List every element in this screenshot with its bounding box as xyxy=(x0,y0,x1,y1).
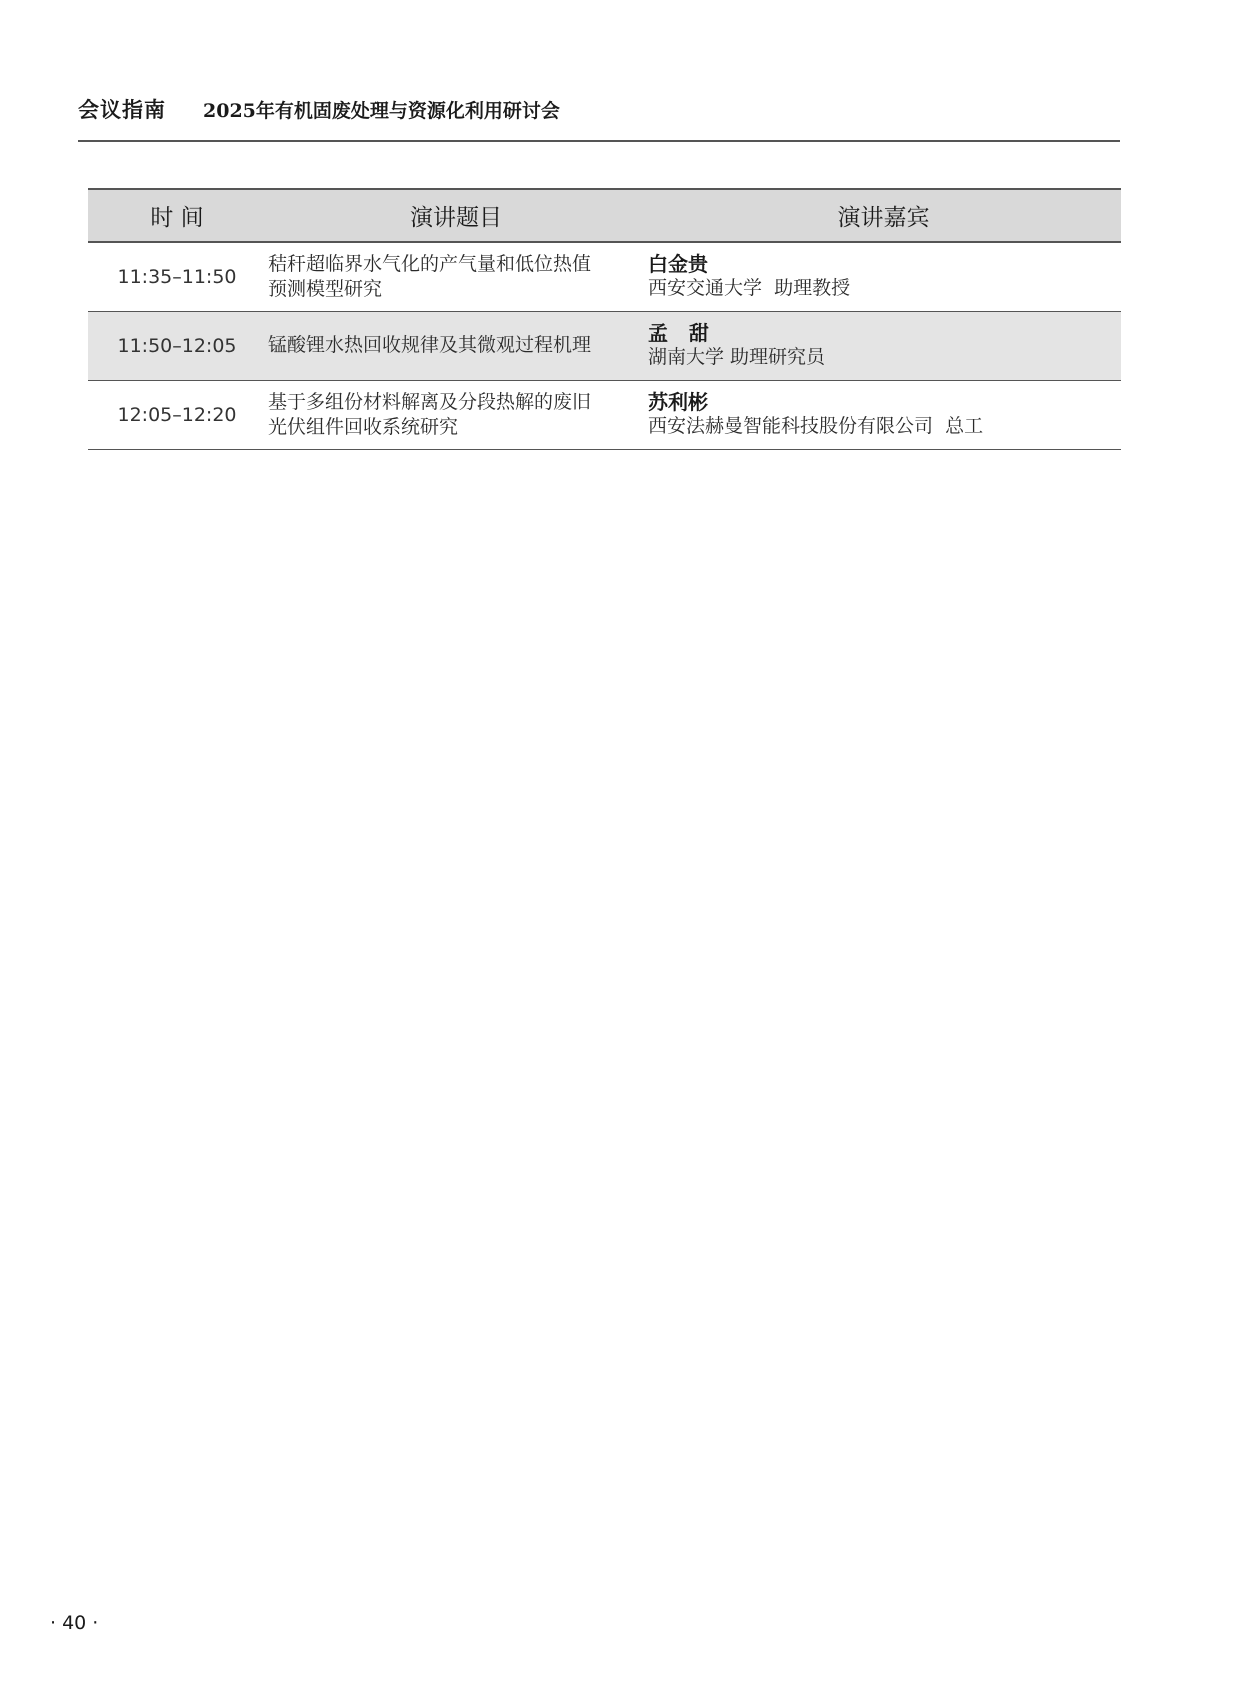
header-conference-title: 2025年有机固废处理与资源化利用研讨会 xyxy=(203,100,560,122)
table-row xyxy=(88,311,1121,380)
session-speaker xyxy=(646,311,1121,380)
column-header-time: 时 间 xyxy=(150,205,204,231)
session-topic: 基于多组份材料解离及分段热解的废旧 光伏组件回收系统研究 xyxy=(268,390,592,438)
table-row xyxy=(88,380,1121,449)
speaker-name: 孟 甜 xyxy=(648,321,709,345)
speaker-affiliation: 西安交通大学 助理教授 xyxy=(648,277,851,300)
schedule-table xyxy=(88,188,1121,450)
column-header-topic: 演讲题目 xyxy=(410,205,502,231)
page-number: · 40 · xyxy=(50,1612,99,1634)
session-speaker xyxy=(646,242,1121,311)
running-header xyxy=(78,92,1120,142)
speaker-name: 苏利彬 xyxy=(648,390,708,414)
speaker-affiliation: 湖南大学 助理研究员 xyxy=(648,346,826,368)
session-speaker xyxy=(646,380,1121,449)
session-time: 11:50–12:05 xyxy=(117,334,237,357)
speaker-name: 白金贵 xyxy=(648,252,708,277)
header-section-title: 会议指南 xyxy=(78,97,166,122)
table-header-row xyxy=(88,189,1121,242)
column-header-speaker: 演讲嘉宾 xyxy=(837,205,930,231)
session-topic: 秸秆超临界水气化的产气量和低位热值 预测模型研究 xyxy=(268,252,592,300)
session-time: 12:05–12:20 xyxy=(117,403,237,426)
table-header xyxy=(88,189,1121,242)
speaker-affiliation: 西安法赫曼智能科技股份有限公司 总工 xyxy=(648,415,984,437)
session-topic: 锰酸锂水热回收规律及其微观过程机理 xyxy=(268,334,592,356)
session-time: 11:35–11:50 xyxy=(117,265,237,288)
table-row xyxy=(88,242,1121,311)
table-body xyxy=(88,242,1121,449)
